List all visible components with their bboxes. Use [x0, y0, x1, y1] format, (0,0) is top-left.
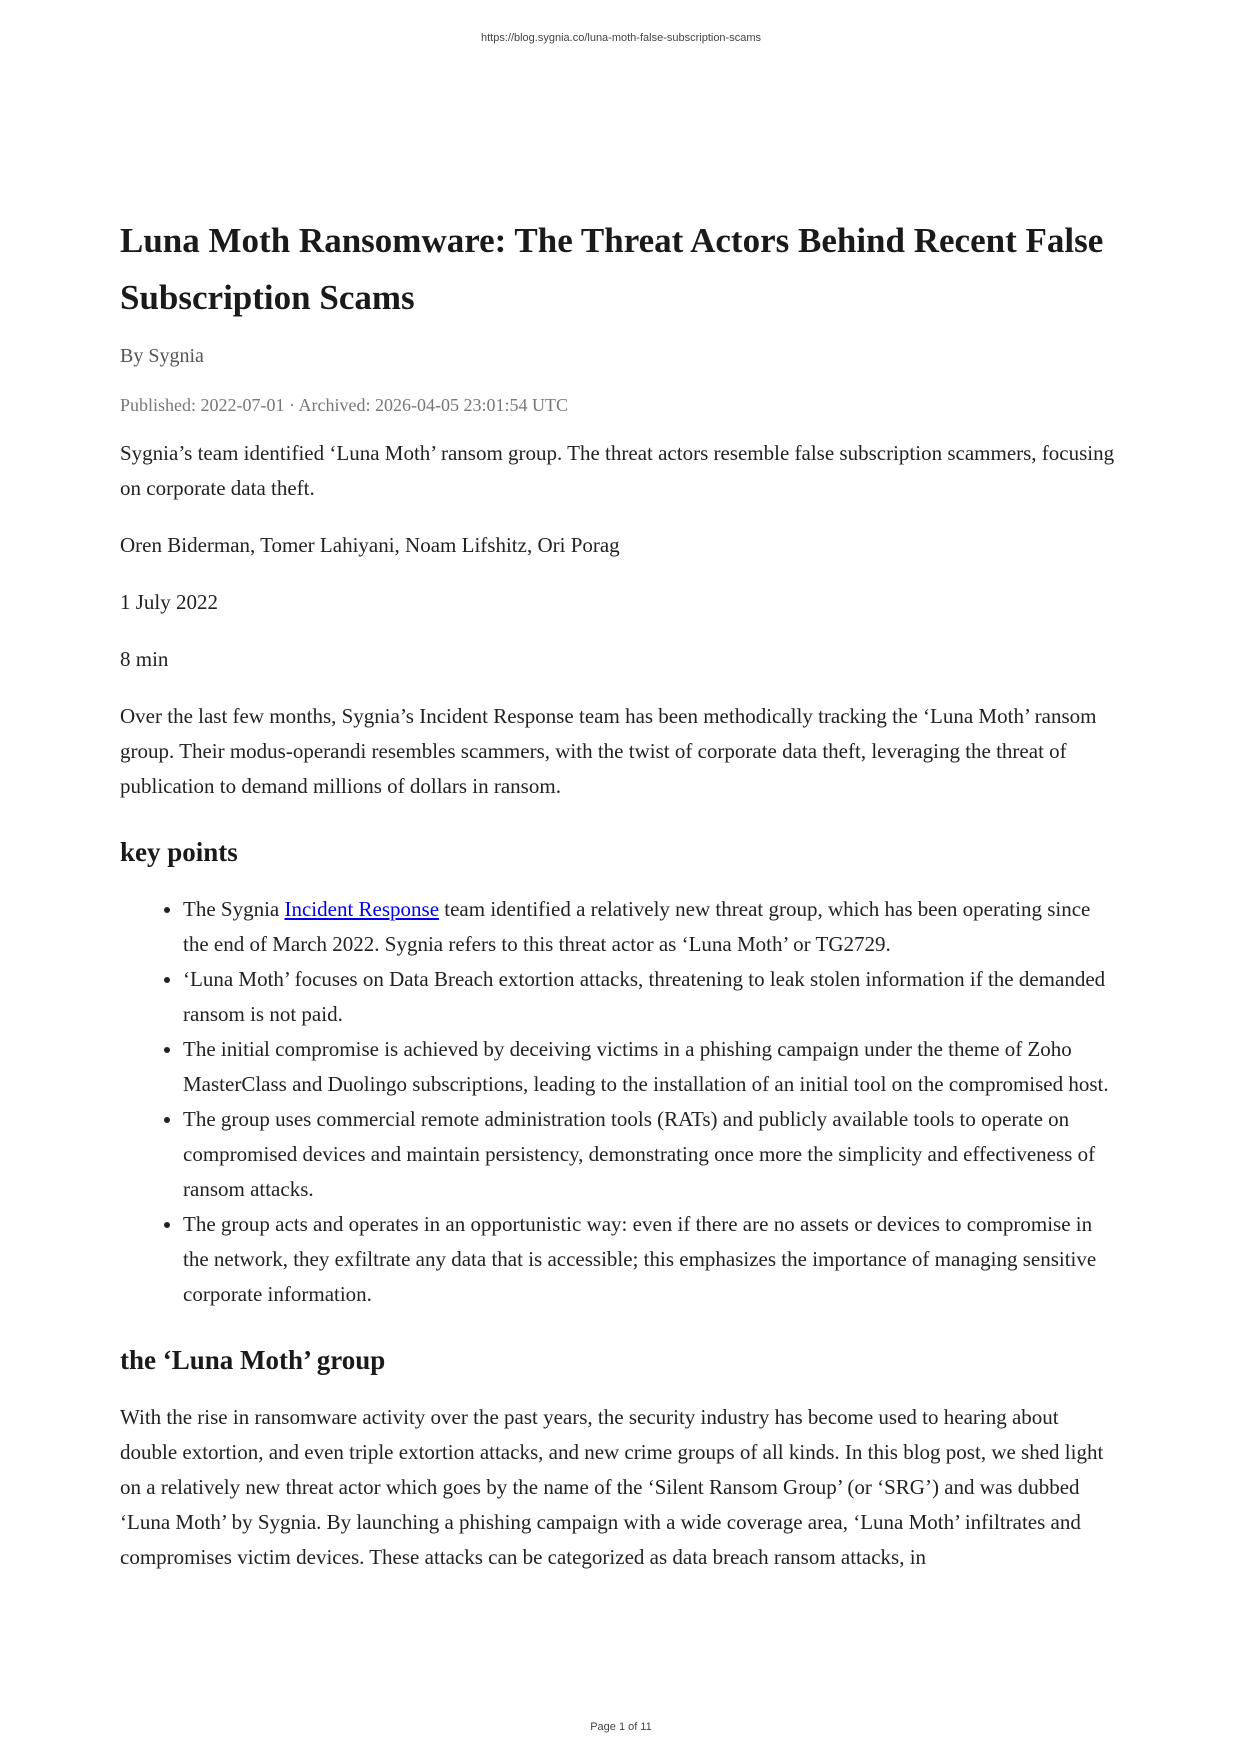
date: 1 July 2022	[120, 590, 219, 614]
incident-response-link[interactable]: Incident Response	[284, 897, 440, 921]
list-item-text: team identified a relatively new threat group, which has been operating since the end of March 2022. Sygnia refers to this threat actor as ‘Luna Moth’ or TG2729.	[183, 897, 1091, 956]
list-item	[183, 892, 1120, 962]
publish-meta: Published: 2022-07-01 · Archived: 2026-04-05 23:01:54 UTC	[120, 395, 568, 415]
list-item: • ‘Luna Moth’ focuses on Data Breach extortion attacks, threatening to leak stolen information if the demanded ransom is not paid.	[183, 962, 1120, 1032]
intro-paragraph: Over the last few months, Sygnia’s Incident Response team has been methodically tracking the ‘Luna Moth’ ransom group. Their modus-operandi resembles scammers, with the twist of corporate data theft, leveraging the threat of publication to demand millions of dollars in ransom.	[120, 704, 1097, 798]
list-item: • The group uses commercial remote administration tools (RATs) and publicly available tools to operate on compromised devices and maintain persistency, demonstrating once more the simplicity and effectiveness of ransom attacks.	[183, 1102, 1120, 1207]
key-points-list	[120, 892, 1120, 1312]
summary: Sygnia’s team identified ‘Luna Moth’ ransom group. The threat actors resemble false subscription scammers, focusing on corporate data theft.	[120, 441, 1115, 500]
list-item: • The group acts and operates in an opportunistic way: even if there are no assets or devices to compromise in the network, they exfiltrate any data that is accessible; this emphasizes the importance of managing sensitive corporate information.	[183, 1207, 1120, 1312]
byline: By Sygnia	[120, 345, 204, 367]
page-number: Page 1 of 11	[590, 1721, 652, 1733]
list-item: • The initial compromise is achieved by deceiving victims in a phishing campaign under the theme of Zoho MasterClass and Duolingo subscriptions, leading to the installation of an initial tool on the compromised host.	[183, 1032, 1120, 1102]
group-heading: the ‘Luna Moth’ group	[120, 1345, 386, 1375]
article	[120, 212, 1120, 1597]
article-title: Luna Moth Ransomware: The Threat Actors Behind Recent False Subscription Scams	[120, 221, 1104, 317]
group-paragraph: With the rise in ransomware activity over the past years, the security industry has become used to hearing about double extortion, and even triple extortion attacks, and new crime groups of all kinds. In this blog post, we shed light on a relatively new threat actor which goes by the name of the ‘Silent Ransom Group’ (or ‘SRG’) and was dubbed ‘Luna Moth’ by Sygnia. By launching a phishing campaign with a wide coverage area, ‘Luna Moth’ infiltrates and compromises victim devices. These attacks can be categorized as data breach ransom attacks, in	[120, 1405, 1104, 1569]
list-item-text: The Sygnia	[183, 897, 285, 921]
read-time: 8 min	[120, 647, 169, 671]
key-points-heading: key points	[120, 837, 238, 867]
authors: Oren Biderman, Tomer Lahiyani, Noam Lifshitz, Ori Porag	[120, 533, 620, 557]
page-url-header: https://blog.sygnia.co/luna-moth-false-subscription-scams	[480, 32, 761, 44]
